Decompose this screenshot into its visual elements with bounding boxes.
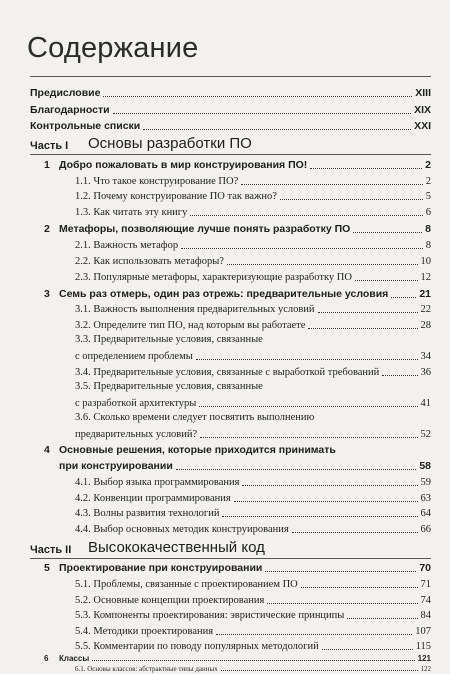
toc-chapter-5[interactable]: 5 Проектирование при конструировании 70 <box>44 562 431 574</box>
toc-section-4-3[interactable]: 4.3. Волны развития технологий 64 <box>75 508 431 519</box>
toc-section-3-5-line1[interactable]: 3.5. Предварительные условия, связанные <box>75 381 263 392</box>
toc-section-3-6-line1[interactable]: 3.6. Сколько времени следует посвятить выполнению <box>75 412 315 423</box>
toc-section-3-2[interactable]: 3.2. Определите тип ПО, над которым вы работаете 28 <box>75 320 431 331</box>
toc-section-1-3[interactable]: 1.3. Как читать эту книгу 6 <box>75 207 431 218</box>
toc-chapter-4-number: 4 <box>44 444 50 456</box>
toc-chapter-2[interactable]: 2 Метафоры, позволяющие лучше понять разработку ПО 8 <box>44 223 431 235</box>
toc-section-4-4[interactable]: 4.4. Выбор основных методик конструирования 66 <box>75 524 431 535</box>
toc-chapter-6[interactable]: 6 Классы 121 <box>44 654 431 663</box>
toc-chapter-4[interactable]: при конструировании 58 <box>59 460 431 472</box>
toc-section-2-3[interactable]: 2.3. Популярные метафоры, характеризующие разработку ПО 12 <box>75 272 431 283</box>
part-divider <box>30 558 431 559</box>
toc-chapter-4-line1[interactable]: Основные решения, которые приходится принимать <box>59 444 336 456</box>
page-title: Содержание <box>27 32 199 64</box>
leader-dots <box>113 112 412 114</box>
toc-section-3-5[interactable]: с разработкой архитектуры 41 <box>75 398 431 409</box>
toc-section-1-2[interactable]: 1.2. Почему конструирование ПО так важно? 5 <box>75 191 431 202</box>
toc-section-3-1[interactable]: 3.1. Важность выполнения предварительных условий 22 <box>75 304 431 315</box>
toc-section-4-1[interactable]: 4.1. Выбор языка программирования 59 <box>75 477 431 488</box>
toc-section-1-1[interactable]: 1.1. Что такое конструирование ПО? 2 <box>75 176 431 187</box>
toc-section-6-1[interactable]: 6.1. Основы классов: абстрактные типы данных 122 <box>75 665 431 673</box>
toc-section-3-4[interactable]: 3.4. Предварительные условия, связанные с выработкой требований 36 <box>75 367 431 378</box>
toc-section-2-2[interactable]: 2.2. Как использовать метафоры? 10 <box>75 256 431 267</box>
toc-entry-acknowledgments[interactable]: Благодарности XIX <box>30 104 431 116</box>
leader-dots <box>143 128 411 130</box>
toc-section-5-2[interactable]: 5.2. Основные концепции проектирования 74 <box>75 595 431 606</box>
toc-entry-checklists[interactable]: Контрольные списки XXI <box>30 120 431 132</box>
toc-section-5-3[interactable]: 5.3. Компоненты проектирования: эвристические принципы 84 <box>75 610 431 621</box>
part-divider <box>30 154 431 155</box>
toc-section-3-3[interactable]: с определением проблемы 34 <box>75 351 431 362</box>
title-divider <box>30 76 431 77</box>
toc-section-5-4[interactable]: 5.4. Методики проектирования 107 <box>75 626 431 637</box>
toc-section-4-2[interactable]: 4.2. Конвенции программирования 63 <box>75 493 431 504</box>
toc-entry-preface[interactable]: Предисловие XIII <box>30 87 431 99</box>
leader-dots <box>103 95 412 97</box>
leader-dots <box>310 167 422 169</box>
part-heading-2: Часть II Высококачественный код <box>30 539 265 556</box>
toc-section-5-1[interactable]: 5.1. Проблемы, связанные с проектированием ПО 71 <box>75 579 431 590</box>
part-heading-1: Часть I Основы разработки ПО <box>30 135 252 152</box>
chapter-6-sections <box>0 664 450 674</box>
toc-section-5-5[interactable]: 5.5. Комментарии по поводу популярных методологий 115 <box>75 641 431 652</box>
toc-section-2-1[interactable]: 2.1. Важность метафор 8 <box>75 240 431 251</box>
toc-section-3-6[interactable]: предварительных условий? 52 <box>75 429 431 440</box>
toc-chapter-1[interactable]: 1 Добро пожаловать в мир конструирования ПО! 2 <box>44 159 431 171</box>
toc-chapter-3[interactable]: 3 Семь раз отмерь, один раз отрежь: предварительные условия 21 <box>44 288 431 300</box>
toc-section-3-3-line1[interactable]: 3.3. Предварительные условия, связанные <box>75 334 263 345</box>
